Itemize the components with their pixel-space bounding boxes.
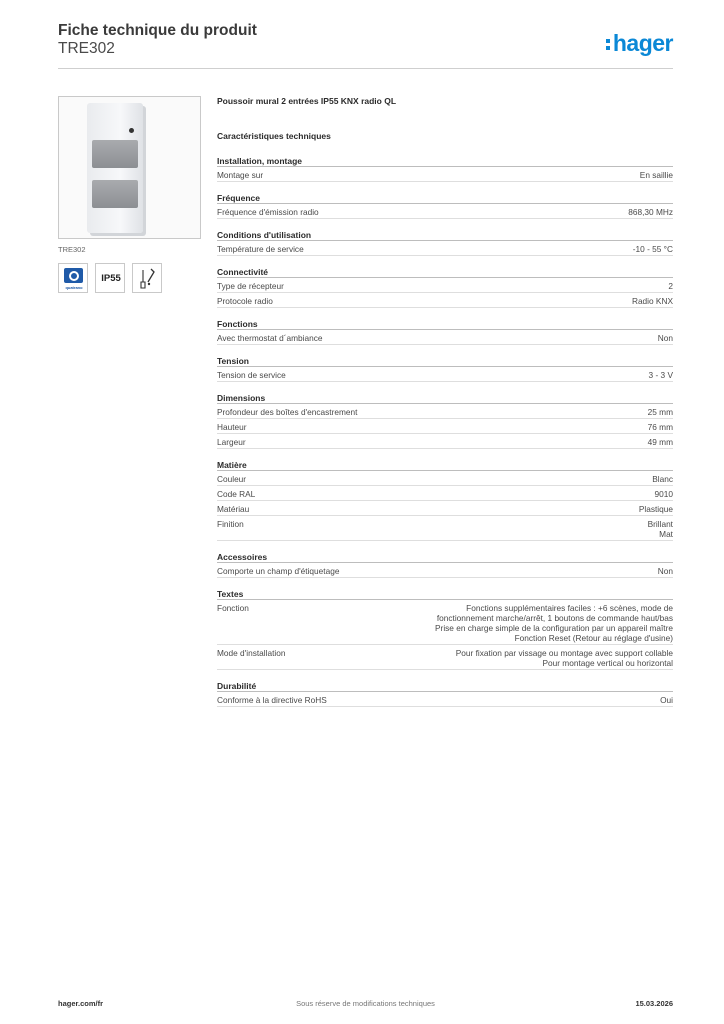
section-title: Matière bbox=[217, 460, 673, 471]
spec-value-line: Pour montage vertical ou horizontal bbox=[542, 657, 673, 668]
spec-row bbox=[217, 293, 673, 308]
footer-date: 15.03.2026 bbox=[635, 999, 673, 1008]
hager-logo[interactable] bbox=[606, 30, 673, 56]
spec-row bbox=[217, 501, 673, 516]
spec-value bbox=[261, 504, 673, 514]
spec-value bbox=[373, 648, 673, 668]
spec-row bbox=[217, 278, 673, 293]
spec-row bbox=[217, 419, 673, 434]
section-title: Textes bbox=[217, 589, 673, 600]
led-indicator bbox=[129, 128, 134, 133]
section-title: Accessoires bbox=[217, 552, 673, 563]
spec-row bbox=[217, 692, 673, 707]
spec-row bbox=[217, 167, 673, 182]
spec-value-line: 49 mm bbox=[647, 436, 673, 447]
ip-rating-badge bbox=[95, 263, 125, 293]
spec-section bbox=[217, 460, 673, 541]
spec-value-line: -10 - 55 °C bbox=[632, 243, 673, 254]
image-caption: TRE302 bbox=[58, 245, 86, 254]
spec-value-line: fonctionnement marche/arrêt, 1 boutons de commande haut/bas bbox=[436, 612, 673, 623]
spec-section bbox=[217, 319, 673, 345]
spec-label: Conforme à la directive RoHS bbox=[217, 694, 327, 705]
spec-value-line: Fonctions supplémentaires faciles : +6 scènes, mode de bbox=[466, 602, 673, 613]
section-title: Tension bbox=[217, 356, 673, 367]
spec-row bbox=[217, 367, 673, 382]
spec-label: Profondeur des boîtes d'encastrement bbox=[217, 406, 358, 417]
spec-value-line: Blanc bbox=[652, 473, 673, 484]
spec-section bbox=[217, 193, 673, 219]
header-divider bbox=[58, 68, 673, 69]
spec-value-line: Plastique bbox=[638, 503, 673, 514]
spec-value bbox=[298, 370, 673, 380]
section-title: Durabilité bbox=[217, 681, 673, 692]
spec-value bbox=[316, 244, 673, 254]
quality-badge bbox=[58, 263, 88, 293]
spec-value-line: 9010 bbox=[654, 488, 673, 499]
spec-label: Montage sur bbox=[217, 169, 264, 180]
spec-label: Avec thermostat d´ambiance bbox=[217, 332, 323, 343]
spec-row bbox=[217, 434, 673, 449]
spec-value bbox=[331, 207, 673, 217]
spec-value-line: Oui bbox=[660, 694, 673, 705]
spec-row bbox=[217, 600, 673, 645]
spec-row bbox=[217, 563, 673, 578]
spec-section bbox=[217, 230, 673, 256]
spec-section bbox=[217, 267, 673, 308]
spec-label: Fréquence d'émission radio bbox=[217, 206, 319, 217]
footer-disclaimer: Sous réserve de modifications techniques bbox=[296, 999, 435, 1008]
spec-row bbox=[217, 241, 673, 256]
spec-value bbox=[334, 333, 673, 343]
logo-mark-icon bbox=[606, 36, 610, 52]
spec-section bbox=[217, 393, 673, 449]
spec-value-line: 3 - 3 V bbox=[648, 369, 673, 380]
spec-value-line: Non bbox=[657, 332, 673, 343]
rocker-top bbox=[92, 140, 138, 168]
spec-value-line: Prise en charge simple de la configuration par un appareil maître bbox=[435, 622, 673, 633]
wrench-screwdriver-icon bbox=[140, 268, 156, 290]
page-header bbox=[58, 22, 673, 68]
spec-value-line: 25 mm bbox=[647, 406, 673, 417]
product-reference: TRE302 bbox=[58, 40, 115, 57]
footer-website[interactable]: hager.com/fr bbox=[58, 999, 104, 1008]
spec-label: Matériau bbox=[217, 503, 250, 514]
spec-value bbox=[258, 474, 673, 484]
spec-value-line: 2 bbox=[668, 280, 673, 291]
spec-value bbox=[256, 519, 673, 539]
spec-value-line: Mat bbox=[659, 528, 673, 539]
spec-sections bbox=[217, 156, 673, 707]
spec-value bbox=[339, 695, 673, 705]
section-title: Conditions d'utilisation bbox=[217, 230, 673, 241]
push-button-illustration bbox=[87, 103, 143, 233]
spec-label: Type de récepteur bbox=[217, 280, 284, 291]
spec-value-line: Pour fixation par vissage ou montage avec support collable bbox=[455, 647, 673, 658]
spec-value-line: Radio KNX bbox=[631, 295, 673, 306]
spec-value bbox=[275, 170, 673, 180]
section-title: Installation, montage bbox=[217, 156, 673, 167]
tech-specs-heading: Caractéristiques techniques bbox=[217, 131, 331, 141]
section-title: Fréquence bbox=[217, 193, 673, 204]
spec-section bbox=[217, 552, 673, 578]
spec-value bbox=[267, 489, 673, 499]
spec-label: Mode d'installation bbox=[217, 647, 286, 658]
spec-value-line: Brillant bbox=[647, 518, 673, 529]
spec-row bbox=[217, 471, 673, 486]
spec-label: Fonction bbox=[217, 602, 249, 613]
product-image bbox=[58, 96, 201, 239]
spec-value bbox=[285, 296, 673, 306]
document-title: Fiche technique du produit bbox=[58, 22, 257, 39]
spec-row bbox=[217, 404, 673, 419]
spec-value-line: Non bbox=[657, 565, 673, 576]
section-title: Fonctions bbox=[217, 319, 673, 330]
logo-text: hager bbox=[612, 30, 673, 56]
spec-label: Couleur bbox=[217, 473, 247, 484]
spec-value bbox=[373, 603, 673, 643]
spec-label: Température de service bbox=[217, 243, 304, 254]
spec-section bbox=[217, 681, 673, 707]
spec-row bbox=[217, 204, 673, 219]
spec-label: Finition bbox=[217, 518, 244, 529]
spec-value bbox=[296, 281, 673, 291]
spec-value-line: Fonction Reset (Retour au réglage d'usine) bbox=[514, 632, 673, 643]
spec-label: Code RAL bbox=[217, 488, 256, 499]
section-title: Connectivité bbox=[217, 267, 673, 278]
installation-badge bbox=[132, 263, 162, 293]
spec-section bbox=[217, 589, 673, 670]
spec-value bbox=[351, 566, 673, 576]
spec-label: Comporte un champ d'étiquetage bbox=[217, 565, 340, 576]
section-title: Dimensions bbox=[217, 393, 673, 404]
ip-rating-label: IP55 bbox=[101, 273, 121, 284]
spec-section bbox=[217, 356, 673, 382]
rocker-bottom bbox=[92, 180, 138, 208]
product-details bbox=[217, 96, 673, 707]
spec-label: Hauteur bbox=[217, 421, 247, 432]
spec-value-line: En saillie bbox=[639, 169, 673, 180]
quality-q-icon bbox=[64, 268, 83, 283]
spec-label: Protocole radio bbox=[217, 295, 273, 306]
quality-badge-label: quatrano bbox=[65, 285, 83, 290]
spec-row bbox=[217, 645, 673, 670]
spec-value bbox=[258, 437, 673, 447]
spec-value-line: 76 mm bbox=[647, 421, 673, 432]
spec-row bbox=[217, 486, 673, 501]
spec-label: Largeur bbox=[217, 436, 246, 447]
spec-value-line: 868,30 MHz bbox=[628, 206, 673, 217]
spec-value bbox=[369, 407, 673, 417]
spec-row bbox=[217, 330, 673, 345]
product-name: Poussoir mural 2 entrées IP55 KNX radio QL bbox=[217, 96, 397, 106]
spec-row bbox=[217, 516, 673, 541]
spec-section bbox=[217, 156, 673, 182]
spec-value bbox=[259, 422, 673, 432]
spec-label: Tension de service bbox=[217, 369, 286, 380]
